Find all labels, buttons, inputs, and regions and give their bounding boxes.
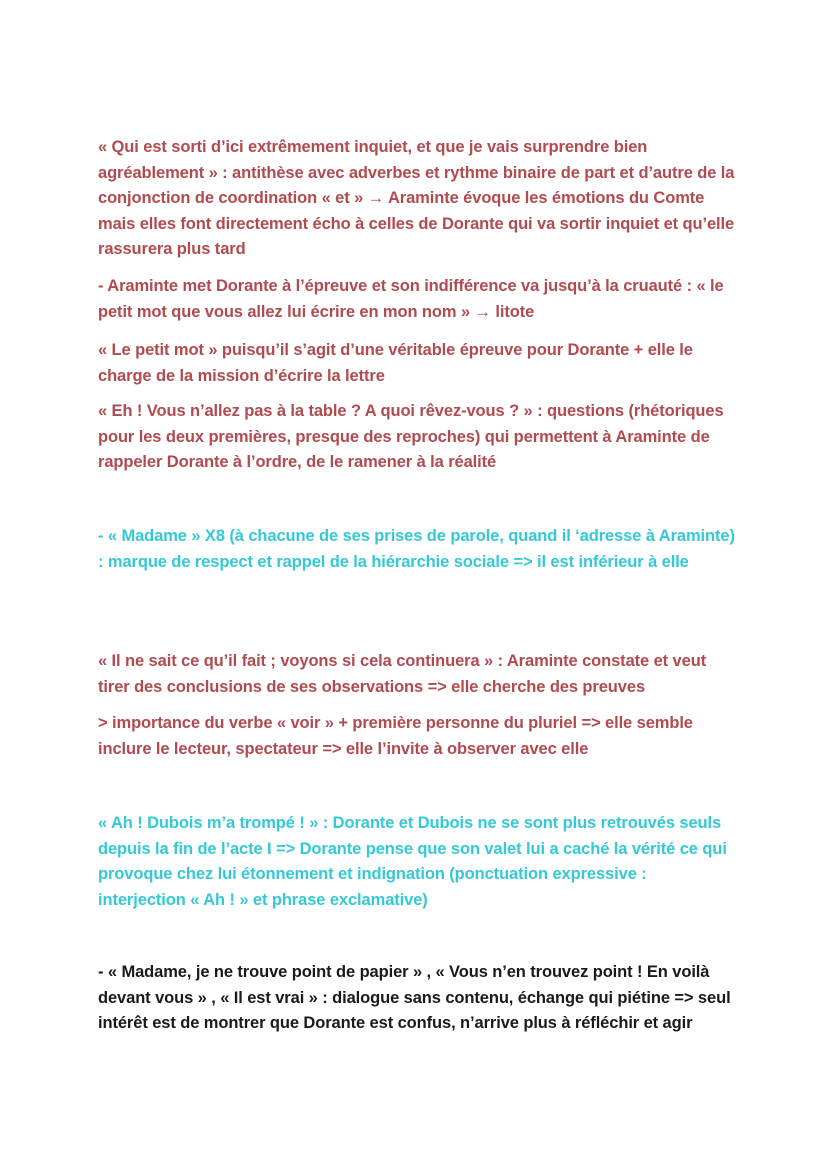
analysis-paragraph-madame-respect: - « Madame » X8 (à chacune de ses prises de parole, quand il ‘adresse à Araminte) : marque de respect et rappel de la hiérarchie sociale => il est inférieur à elle (98, 527, 735, 571)
analysis-paragraph-dialogue-sans-contenu: - « Madame, je ne trouve point de papier » , « Vous n’en trouvez point ! En voilà devant vous » , « Il est vrai » : dialogue sans contenu, échange qui piétine => seul intérêt est de montrer que Dorante est confus, n’arrive plus à réfléchir et agir (98, 963, 731, 1032)
analysis-paragraph-araminte-constate: « Il ne sait ce qu’il fait ; voyons si cela continuera » : Araminte constate et veut tirer des conclusions de ses observations => elle cherche des preuves (98, 652, 707, 696)
analysis-paragraph-dubois-trompe: « Ah ! Dubois m’a trompé ! » : Dorante et Dubois ne se sont plus retrouvés seuls depuis la fin de l’acte I => Dorante pense que son valet lui a caché la vérité ce qui provoque chez lui étonnement et indignation (ponctuation expressive : interjection « Ah ! » et phrase exclamative) (98, 814, 727, 909)
analysis-paragraph-petit-mot: « Le petit mot » puisqu’il s’agit d’une véritable épreuve pour Dorante + elle le charge de la mission d’écrire la lettre (98, 341, 693, 385)
analysis-paragraph-questions-rhetoriques: « Eh ! Vous n’allez pas à la table ? A quoi rêvez-vous ? » : questions (rhétoriques pour les deux premières, presque des reproches) qui permettent à Araminte de rappeler Dorante à l’ordre, de le ramener à la réalité (98, 402, 724, 471)
analysis-paragraph-verbe-voir: > importance du verbe « voir » + première personne du pluriel => elle semble inclure le lecteur, spectateur => elle l’invite à observer avec elle (98, 714, 693, 758)
analysis-paragraph-epreuve-litote: - Araminte met Dorante à l’épreuve et son indifférence va jusqu’à la cruauté : « le petit mot que vous allez lui écrire en mon nom » → litote (98, 277, 724, 321)
analysis-paragraph-comte-emotions: « Qui est sorti d’ici extrêmement inquiet, et que je vais surprendre bien agréablement » : antithèse avec adverbes et rythme binaire de part et d’autre de la conjonction de coordination « et » → Araminte évoque les émotions du Comte mais elles font directement écho à celles de Dorante qui va sortir inquiet et qu’elle rassurera plus tard (98, 138, 735, 258)
